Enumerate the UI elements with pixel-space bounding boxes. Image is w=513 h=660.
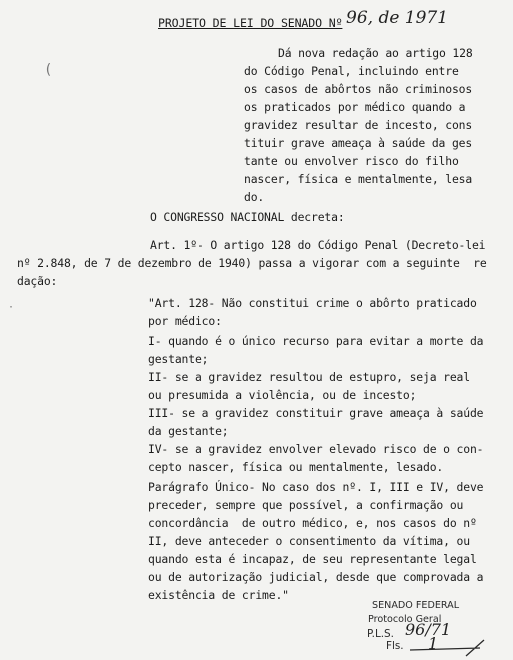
article-line: quando esta é incapaz, de seu representante legal (148, 552, 477, 566)
decreta-line: O CONGRESSO NACIONAL decreta: (150, 210, 345, 224)
article-line: II, deve anteceder o consentimento da vítima, ou (148, 534, 470, 548)
article-line: I- quando é o único recurso para evitar a morte da (148, 334, 484, 348)
stamp-protocol: Protocolo Geral (368, 614, 442, 625)
ementa-line: do. (244, 190, 265, 204)
article-line: da gestante; (148, 424, 229, 438)
ementa-line: tituir grave ameaça à saúde da ges (244, 136, 473, 150)
article-line: ou presumida a violência, ou de incesto; (148, 388, 417, 402)
article-line: "Art. 128- Não constitui crime o abôrto praticado (148, 296, 477, 310)
stamp-fls-value: 1 (428, 634, 439, 653)
article-line: cepto nascer, física ou mentalmente, lesado. (148, 460, 444, 474)
article-line: Art. 1º- O artigo 128 do Código Penal (Decreto-lei (150, 238, 486, 252)
article-line: por médico: (148, 314, 222, 328)
stamp-senate: SENADO FEDERAL (372, 600, 460, 611)
article-line: III- se a gravidez constituir grave ameaça à saúde (148, 406, 484, 420)
article-line: ou de autorização judicial, desde que comprovada a (148, 570, 484, 584)
ementa-line: tante ou envolver risco do filho (244, 154, 459, 168)
article-line: dação: (17, 274, 58, 288)
ementa-line: os praticados por médico quando a (244, 100, 466, 114)
stamp-fls-label: Fls. (386, 640, 404, 652)
article-line: II- se a gravidez resultou de estupro, seja real (148, 370, 470, 384)
article-line: preceder, sempre que possível, a confirmação ou (148, 498, 464, 512)
bill-header (158, 16, 342, 30)
ementa-line: Dá nova redação ao artigo 128 (278, 46, 473, 60)
stamp-signature-underline (408, 634, 488, 660)
article-line: IV- se a gravidez envolver elevado risco de o con- (148, 442, 484, 456)
article-line: Parágrafo Único- No caso dos nº. I, III e IV, deve (148, 480, 484, 494)
ementa-line: do Código Penal, incluindo entre (244, 64, 459, 78)
stamp-pls-label: P.L.S. (367, 628, 394, 640)
margin-dot: · (8, 302, 15, 313)
article-line: gestante; (148, 352, 209, 366)
article-line: concordância de outro médico, e, nos casos do nº (148, 516, 477, 530)
article-line: nº 2.848, de 7 de dezembro de 1940) passa a vigorar com a seguinte re (17, 256, 487, 270)
stamp-pls-value: 96/71 (405, 620, 452, 639)
margin-mark: ( (44, 62, 53, 78)
article-line: existência de crime." (148, 588, 289, 602)
ementa-line: os casos de abôrtos não criminosos (244, 82, 473, 96)
bill-number-handwritten: 96, de 1971 (346, 8, 449, 28)
ementa-line: gravidez resultar de incesto, cons (244, 118, 473, 132)
ementa-line: nascer, física e mentalmente, lesa (244, 172, 473, 186)
bill-title: PROJETO DE LEI DO SENADO Nº (158, 16, 343, 30)
